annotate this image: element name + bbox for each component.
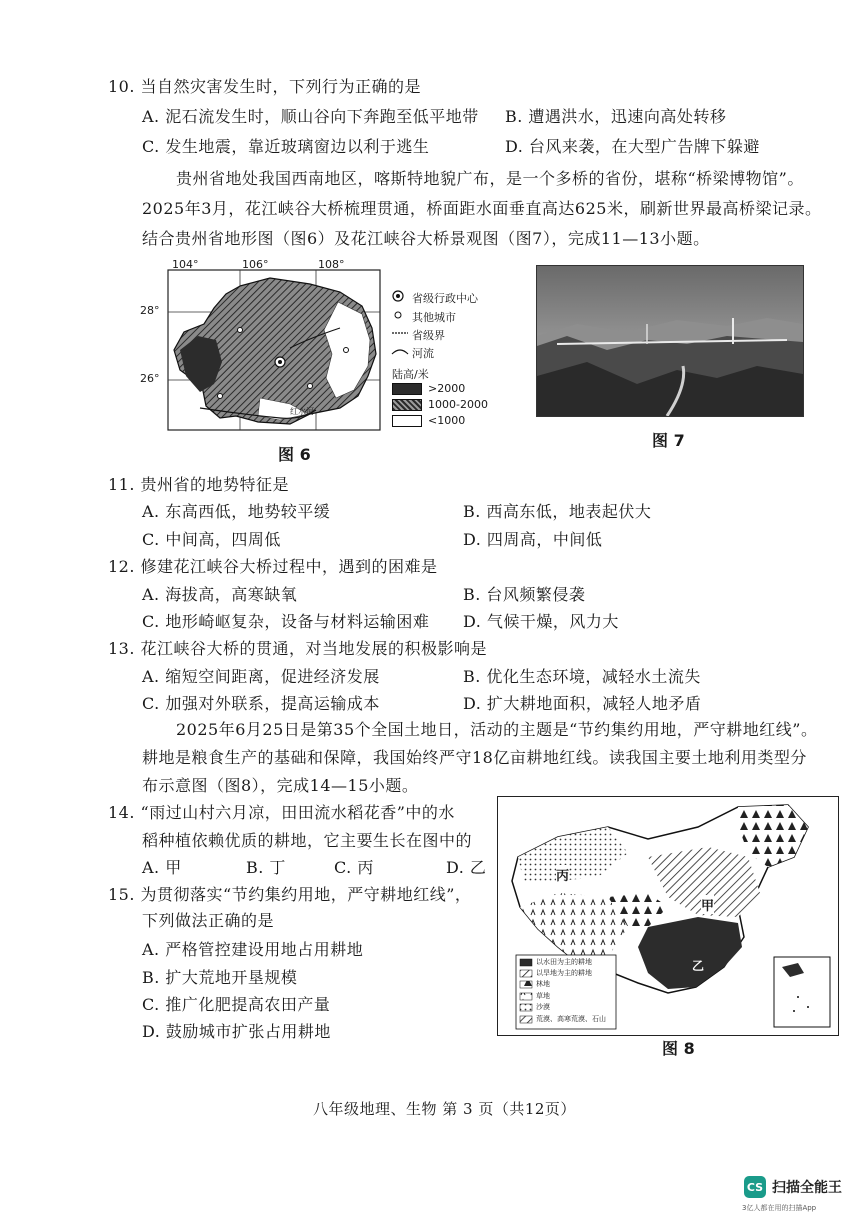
legend-river: 河流	[412, 347, 434, 360]
scanner-watermark	[744, 1176, 842, 1198]
q14-stem-line-1: 14. “雨过山村六月凉，田田流水稻花香”中的水	[108, 803, 455, 822]
label-bing: 丙	[556, 865, 569, 884]
guizhou-terrain-map	[140, 258, 510, 432]
legend-swatch-high	[392, 383, 422, 395]
lat-label-26: 26°	[140, 372, 160, 385]
q11-stem: 11. 贵州省的地势特征是	[108, 475, 290, 494]
q12-stem: 12. 修建花江峡谷大桥过程中，遇到的困难是	[108, 557, 438, 576]
q13-option-a: A. 缩短空间距离，促进经济发展	[142, 667, 380, 686]
legend-city: 其他城市	[412, 311, 456, 324]
china-land-use-map	[497, 796, 839, 1036]
lon-label-108: 108°	[318, 258, 345, 271]
q15-option-d: D. 鼓励城市扩张占用耕地	[142, 1022, 331, 1041]
lon-label-106: 106°	[242, 258, 269, 271]
legend-high: >2000	[428, 382, 466, 395]
legend-mid: 1000-2000	[428, 398, 488, 411]
q11-option-a: A. 东高西低，地势较平缓	[142, 502, 331, 521]
q14-option-b: B. 丁	[246, 858, 286, 877]
legend-grassland: 草地	[536, 992, 550, 1000]
q15-option-a: A. 严格管控建设用地占用耕地	[142, 940, 364, 959]
legend-forest: 林地	[536, 980, 550, 988]
q14-option-d: D. 乙	[446, 858, 487, 877]
fig6-caption: 图 6	[278, 445, 311, 464]
q11-option-d: D. 四周高，中间低	[463, 530, 603, 549]
legend-dryland: 以旱地为主的耕地	[536, 969, 592, 977]
legend-boundary: 省级界	[412, 329, 445, 342]
intro1-line-3: 结合贵州省地形图（图6）及花江峡谷大桥景观图（图7），完成11—13小题。	[142, 229, 710, 248]
lon-label-104: 104°	[172, 258, 199, 271]
legend-swatch-low	[392, 415, 422, 427]
q12-option-d: D. 气候干燥，风力大	[463, 612, 619, 631]
q10-option-a: A. 泥石流发生时，顺山谷向下奔跑至低平地带	[142, 107, 479, 126]
intro2-line-3: 布示意图（图8），完成14—15小题。	[142, 776, 419, 795]
q15-option-c: C. 推广化肥提高农田产量	[142, 995, 331, 1014]
q13-option-c: C. 加强对外联系，提高运输成本	[142, 694, 380, 713]
legend-desert: 沙漠	[536, 1003, 550, 1011]
legend-elev-title: 陆高/米	[392, 368, 429, 381]
legend-capital: 省级行政中心	[412, 292, 478, 305]
page-footer: 八年级地理、生物 第 3 页（共12页）	[313, 1100, 576, 1118]
q10-option-c: C. 发生地震，靠近玻璃窗边以利于逃生	[142, 137, 430, 156]
legend-paddy: 以水田为主的耕地	[536, 958, 592, 966]
q10-stem: 10. 当自然灾害发生时，下列行为正确的是	[108, 77, 422, 96]
intro2-line-2: 耕地是粮食生产的基础和保障，我国始终严守18亿亩耕地红线。读我国主要土地利用类型分	[142, 748, 807, 767]
q12-option-a: A. 海拔高，高寒缺氧	[142, 585, 298, 604]
intro2-line-1: 2025年6月25日是第35个全国土地日，活动的主题是“节约集约用地，严守耕地红线”。	[176, 720, 818, 739]
q10-option-d: D. 台风来袭，在大型广告牌下躲避	[505, 137, 760, 156]
intro1-line-1: 贵州省地处我国西南地区，喀斯特地貌广布，是一个多桥的省份，堪称“桥梁博物馆”。	[176, 169, 804, 188]
q12-option-b: B. 台风频繁侵袭	[463, 585, 586, 604]
bridge-photo	[536, 265, 804, 417]
q11-option-b: B. 西高东低，地表起伏大	[463, 502, 652, 521]
scanner-logo-icon: CS	[744, 1176, 766, 1198]
q12-option-c: C. 地形崎岖复杂，设备与材料运输困难	[142, 612, 430, 631]
scanner-name: 扫描全能王	[772, 1180, 842, 1196]
q14-stem-line-2: 稻种植依赖优质的耕地，它主要生长在图中的	[142, 831, 473, 850]
legend-swatch-mid	[392, 399, 422, 411]
q10-option-b: B. 遭遇洪水，迅速向高处转移	[505, 107, 727, 126]
q14-option-c: C. 丙	[334, 858, 374, 877]
lat-label-28: 28°	[140, 304, 160, 317]
label-jia: 甲	[701, 895, 714, 914]
river-label: 红水河	[290, 407, 314, 416]
label-yi: 乙	[692, 959, 705, 973]
legend-low: <1000	[428, 414, 466, 427]
q13-stem: 13. 花江峡谷大桥的贯通，对当地发展的积极影响是	[108, 639, 488, 658]
fig7-caption: 图 7	[652, 431, 685, 450]
q11-option-c: C. 中间高，四周低	[142, 530, 281, 549]
legend-barren: 荒漠、高寒荒漠、石山	[536, 1015, 606, 1023]
q15-stem-line-2: 下列做法正确的是	[142, 911, 275, 930]
fig8-caption: 图 8	[662, 1039, 695, 1058]
q15-stem-line-1: 15. 为贯彻落实“节约集约用地，严守耕地红线”，	[108, 885, 472, 904]
scanner-subtitle: 3亿人都在用的扫描App	[742, 1204, 817, 1212]
q14-option-a: A. 甲	[142, 858, 182, 877]
intro1-line-2: 2025年3月，花江峡谷大桥梳理贯通，桥面距水面垂直高达625米，刷新世界最高桥梁记录。	[142, 199, 822, 218]
q13-option-d: D. 扩大耕地面积，减轻人地矛盾	[463, 694, 702, 713]
q13-option-b: B. 优化生态环境，减轻水土流失	[463, 667, 701, 686]
q15-option-b: B. 扩大荒地开垦规模	[142, 968, 298, 987]
